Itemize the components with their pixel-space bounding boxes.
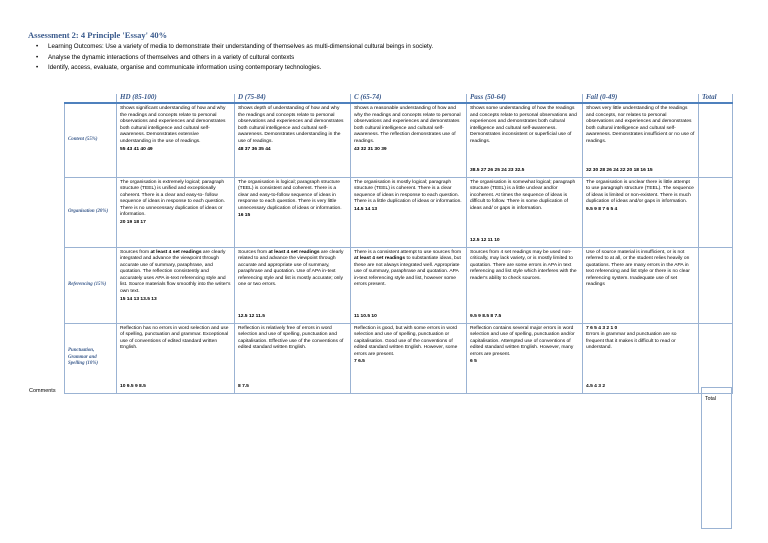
learning-outcomes-list	[36, 42, 433, 74]
cell-scores: 16 15	[238, 213, 251, 219]
cell-scores: 43 32 31 30 39	[354, 146, 387, 152]
cell-description: Errors in grammar and punctuation are so frequent that it makes it difficult to read or understand.	[586, 332, 677, 351]
cell-scores: 55 43 41 40 49	[120, 146, 153, 152]
rubric-row-organisation	[65, 177, 733, 247]
cell-description	[120, 250, 231, 296]
header-c: C (65-74)	[351, 94, 467, 103]
description-text: Sources from	[120, 249, 151, 255]
rubric-header-row	[65, 94, 733, 103]
description-text: are clearly related to and advance the viewpoint through accurate and appropriate use of summary, paraphrase and quotation. Use of APA in-text referencing style and list is mostly accurate; only one or two errors.	[238, 249, 344, 288]
rubric-cell	[235, 103, 351, 177]
rubric-cell	[117, 247, 235, 323]
rubric-cell	[583, 103, 699, 177]
total-box	[701, 387, 732, 529]
description-text: Sources from	[238, 249, 269, 255]
cell-scores: 12.5 12 11 10	[470, 237, 500, 243]
cell-description: Shows significant understanding of how and why the readings and concepts relate to personal observations and experiences and demonstrates both cultural intelligence and cultural self-awareness. Demonstrates extensive understanding in the use of readings.	[120, 106, 226, 144]
header-fail: Fail (0-49)	[583, 94, 699, 103]
rubric-cell	[467, 323, 583, 393]
cell-description: Reflection is relatively free of errors in word selection and use of spelling, punctuation and capitalisation. Effective use of the conventions of edited standard written English.	[238, 325, 344, 351]
rubric-cell	[583, 323, 699, 393]
header-spacer	[65, 94, 117, 103]
rubric-cell	[583, 247, 699, 323]
cell-scores: 32 30 28 26 24 22 20 18 16 15	[586, 167, 653, 173]
cell-scores: 15 14 13 13.5 13	[120, 296, 157, 302]
description-emphasis: at least 4 set readings	[150, 249, 202, 255]
header-d: D (75-84)	[235, 94, 351, 103]
comments-label: Comments	[29, 388, 56, 394]
criterion-content: Content (55%)	[65, 103, 117, 177]
description-emphasis: at least 4 set readings	[354, 256, 406, 262]
description-text: are clearly integrated and advance the viewpoint through accurate use of summary, paraphrase, and quotation. The reflection consistently and accurately uses APA in-text referencing style and list. Source materials flow smoothly into the writer's own text.	[120, 249, 231, 295]
cell-description: Shows some understanding of how the readings and concepts relate to personal observations and experiences and demonstrates both cultural intelligence and cultural self-awareness. Demonstrates inconsistent or superficial use of readings.	[470, 106, 577, 144]
description-text: to substantiate ideas, but these are not always integrated well. Appropriate use of summary, paraphrase and quotation. APA in-text referencing style and list, however some errors present.	[354, 256, 461, 288]
cell-scores: 7 6.5	[354, 359, 365, 365]
total-label: Total	[705, 396, 716, 402]
header-total: Total	[699, 94, 733, 103]
rubric-row-punctuation	[65, 323, 733, 393]
cell-scores-top: 7 6 5 4 3 2 1 0	[586, 325, 618, 331]
cell-description: Reflection is good, but with some errors in word selection and use of spelling, punctuation or capitalisation. Good use of the conventions of edited standard written English. However, some errors are present.	[354, 325, 458, 357]
cell-scores: 4.5 4 3 2	[586, 383, 606, 389]
header-hd: HD (85-100)	[117, 94, 235, 103]
header-pass: Pass (50-64)	[467, 94, 583, 103]
rubric-cell	[117, 103, 235, 177]
rubric-cell	[351, 177, 467, 247]
rubric-cell	[351, 247, 467, 323]
cell-scores: 9.5 9 8.5 8 7.5	[470, 313, 502, 319]
outcome-item: • Identify, access, evaluate, organise and communicate information using contemporary technologies.	[36, 63, 433, 74]
outcome-item: • Learning Outcomes: Use a variety of media to demonstrate their understanding of themselves as multi-dimensional cultural beings in society.	[36, 42, 433, 53]
rubric-row-content	[65, 103, 733, 177]
rubric-cell	[117, 177, 235, 247]
criterion-organisation: Organisation (20%)	[65, 177, 117, 247]
rubric-cell	[351, 103, 467, 177]
total-cell	[699, 323, 733, 393]
total-cell	[699, 247, 733, 323]
outcome-item: • Analyse the dynamic interactions of themselves and others in a variety of cultural contexts	[36, 53, 433, 64]
cell-scores: 20 19 18 17	[120, 220, 146, 226]
cell-scores: 38.5 27 26 25 24 23 32.5	[470, 167, 525, 173]
cell-description: The organisation is unclear there is little attempt to use paragraph structure (TEEL). The sequence of ideas is limited or non-existent. There is much duplication of ideas and/or gaps in information.	[586, 179, 694, 205]
cell-description: Shows depth of understanding of how and why the readings and concepts relate to personal observations and experiences and demonstrates both cultural intelligence and cultural self-awareness. Demonstrates understanding in the use of readings.	[238, 106, 344, 144]
cell-scores: 10 9.5 9 8.5	[120, 383, 146, 389]
rubric-cell	[583, 177, 699, 247]
cell-description: Shows a reasonable understanding of how and why the readings and concepts relate to personal observations and experiences and demonstrates both cultural intelligence and cultural self-awareness. The reflection demonstrates use of readings.	[354, 106, 461, 144]
rubric-cell	[235, 323, 351, 393]
rubric-cell	[467, 177, 583, 247]
total-cell	[699, 103, 733, 177]
cell-description: Use of source material is insufficient, or is not referred to at all, or the student relies heavily on quotations. There are many errors in the APA in text referencing and list style or there is no clear referencing system. Inadequate use of set readings	[586, 249, 690, 288]
total-cell	[699, 177, 733, 247]
rubric-cell	[467, 103, 583, 177]
cell-description: The organisation is extremely logical; paragraph structure (TEEL) is unified and exceptionally coherent. There is a clear and easy-to- follow sequence of ideas in response to each question. There is no unnecessary duplication of ideas or information.	[120, 179, 225, 218]
cell-description: Reflection contains several major errors in word selection and use of spelling, punctuation and/or capitalisation. Attempted use of conventions of edited standard written English. However, many errors are present.	[470, 325, 575, 357]
cell-scores: 11 10.5 10	[354, 313, 377, 319]
cell-description: Reflection has no errors in word selection and use of spelling, punctuation and grammar. Exceptional use of conventions of edited standard written English.	[120, 325, 229, 351]
cell-description: The organisation is logical; paragraph structure (TEEL) is consistent and coherent. There is a clear and easy-to-follow sequence of ideas in response to each question. There is very little unnecessary duplication of ideas or information.	[238, 179, 342, 211]
rubric-row-referencing	[65, 247, 733, 323]
rubric-cell	[235, 247, 351, 323]
criterion-referencing: Referencing (15%)	[65, 247, 117, 323]
cell-scores: 12.5 12 11.5	[238, 313, 265, 319]
marking-rubric-table	[64, 94, 733, 394]
criterion-punctuation: Punctuation, Grammar and Spelling (10%)	[65, 323, 117, 393]
cell-description	[238, 250, 347, 290]
assessment-title: Assessment 2: 4 Principle 'Essay' 40%	[28, 30, 168, 40]
rubric-cell	[467, 247, 583, 323]
cell-scores: 6 5	[470, 359, 477, 365]
cell-scores: 8 7.5	[238, 383, 249, 389]
rubric-cell	[235, 177, 351, 247]
cell-scores: 14.5 14 13	[354, 206, 378, 212]
cell-description: The organisation is somewhat logical; paragraph structure (TEEL) is a little unclear and/or incoherent. At times the sequence of ideas is difficult to follow. There is some duplication of ideas and/ or gaps in information.	[470, 179, 576, 211]
cell-description: Shows very little understanding of the readings and concepts, nor relates to personal observations and experiences and demonstrates both cultural intelligence and cultural self-awareness. Demonstrates insufficient or no use of readings.	[586, 106, 695, 144]
cell-description: The organisation is mostly logical; paragraph structure (TEEL) is coherent. There is a clear sequence of ideas in response to each question. There is a little duplication of ideas or information.	[354, 179, 462, 205]
cell-description	[354, 250, 463, 290]
description-emphasis: at least 4 set readings	[268, 249, 320, 255]
rubric-cell	[351, 323, 467, 393]
cell-description: Sources from 4 set readings may be used non-critically, may lack variety, or is mostly limited to quotation. There are some errors in APA in text referencing and list style which interferes with the reader's ability to check sources.	[470, 249, 577, 281]
rubric-cell	[117, 323, 235, 393]
cell-scores: 48 37 36 35 44	[238, 146, 271, 152]
cell-scores: 9.5 9 8 7 6 5 4	[586, 206, 618, 212]
description-text: There is a consistent attempt to use sources from	[354, 249, 462, 255]
